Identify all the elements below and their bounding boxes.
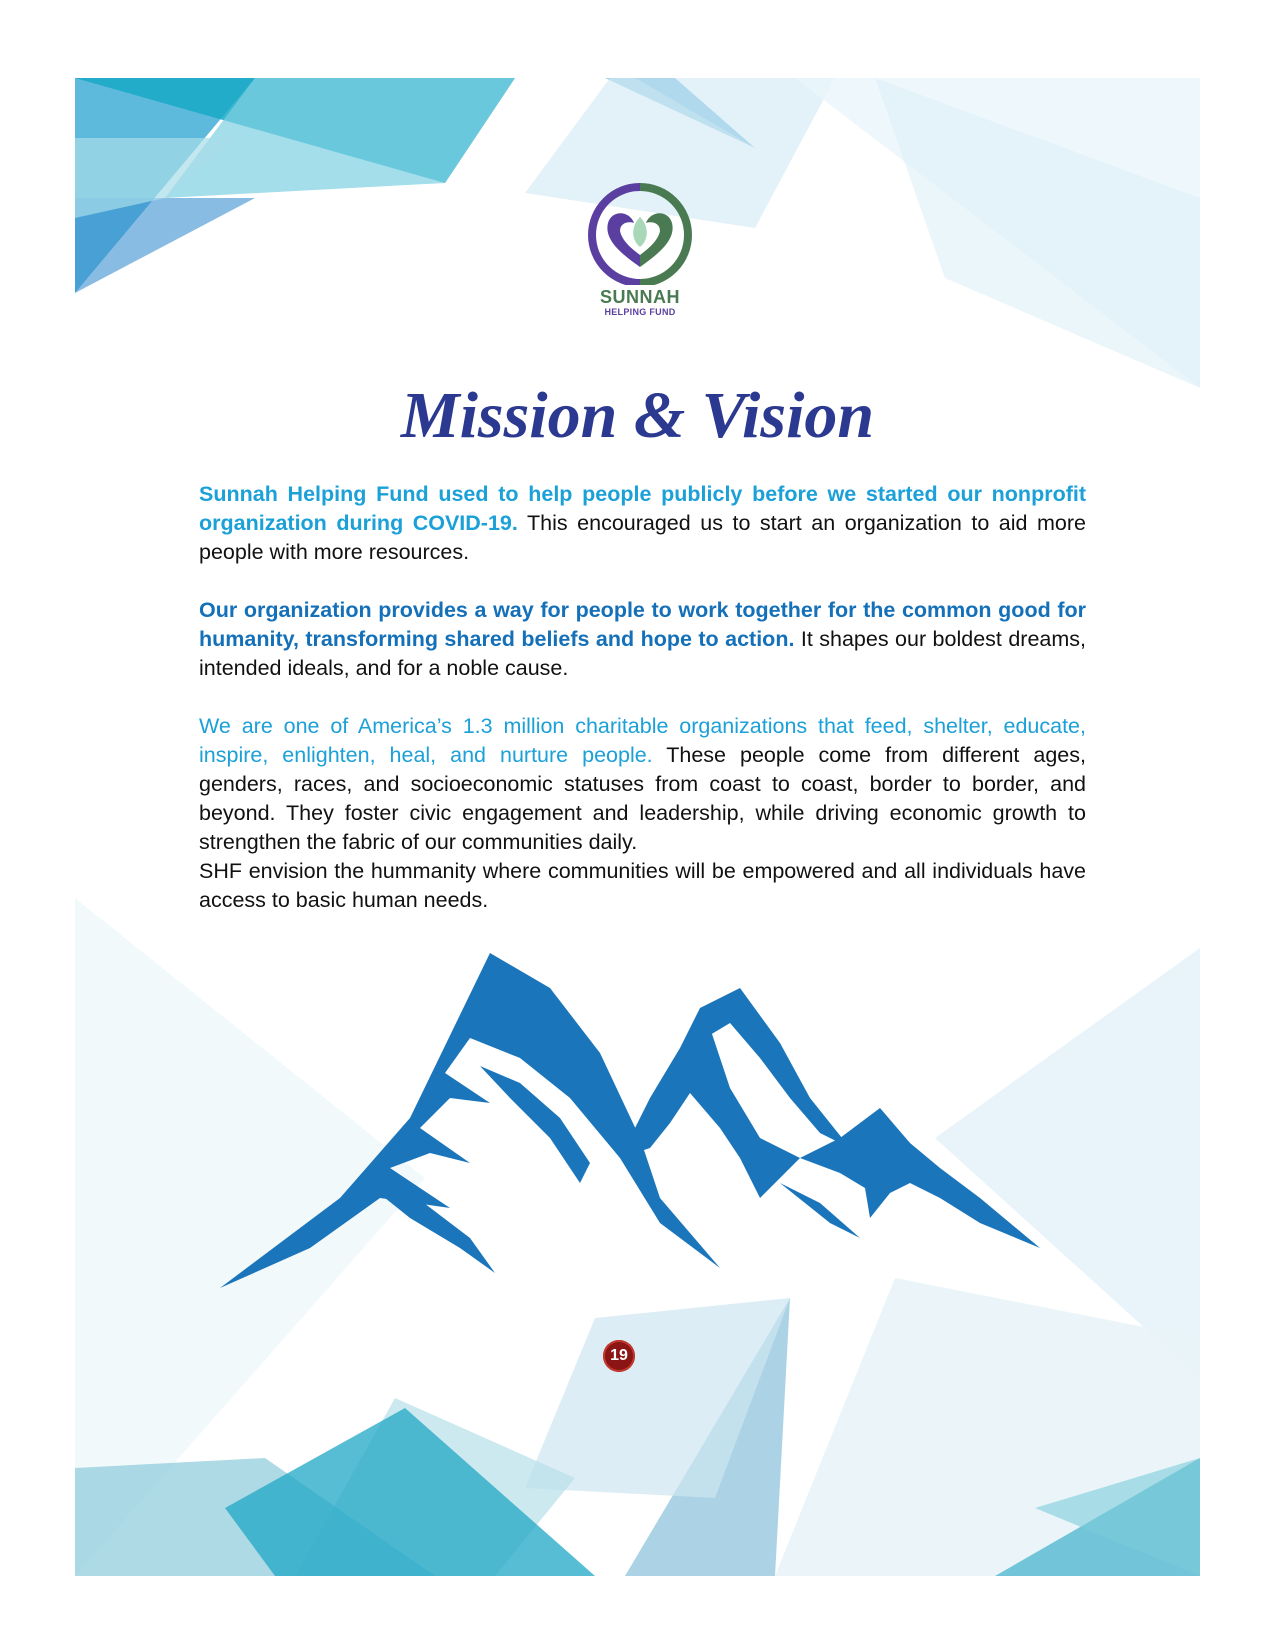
paragraph-mission	[199, 712, 1086, 857]
body-text	[199, 480, 1086, 915]
organization-logo	[580, 183, 700, 333]
paragraph-purpose	[199, 596, 1086, 683]
paragraph-history-highlight: Sunnah Helping Fund used to help people publicly before we started our nonprofit organization during COVID-19.	[199, 482, 1086, 535]
paragraph-history	[199, 480, 1086, 567]
page-title: Mission & Vision	[400, 379, 875, 452]
mountain-illustration	[220, 948, 1040, 1288]
paragraph-vision: SHF envision the hummanity where communities will be empowered and all individuals have access to basic human needs.	[199, 859, 1086, 912]
logo-brand-text: SUNNAH	[599, 287, 680, 307]
paragraph-mission-text: These people come from different ages, genders, races, and socioeconomic statuses from coast to coast, border to border, and beyond. They foster civic engagement and leadership, while driving economic growth to strengthen the fabric of our communities daily.	[199, 743, 1086, 854]
page-number-badge: 19	[603, 1340, 635, 1372]
logo-subtitle-text: HELPING FUND	[604, 307, 676, 317]
document-page	[75, 78, 1200, 1576]
paragraph-purpose-highlight: Our organization provides a way for people to work together for the common good for humanity, transforming shared beliefs and hope to action.	[199, 598, 1086, 651]
paragraph-history-text: This encouraged us to start an organization to aid more people with more resources.	[199, 511, 1087, 564]
heart-hands-logo-icon	[586, 183, 694, 285]
paragraph-mission-highlight: We are one of America’s 1.3 million charitable organizations that feed, shelter, educate, inspire, enlighten, heal, and nurture people.	[199, 714, 1086, 767]
paragraph-purpose-text: It shapes our boldest dreams, intended ideals, and for a noble cause.	[199, 627, 1086, 680]
